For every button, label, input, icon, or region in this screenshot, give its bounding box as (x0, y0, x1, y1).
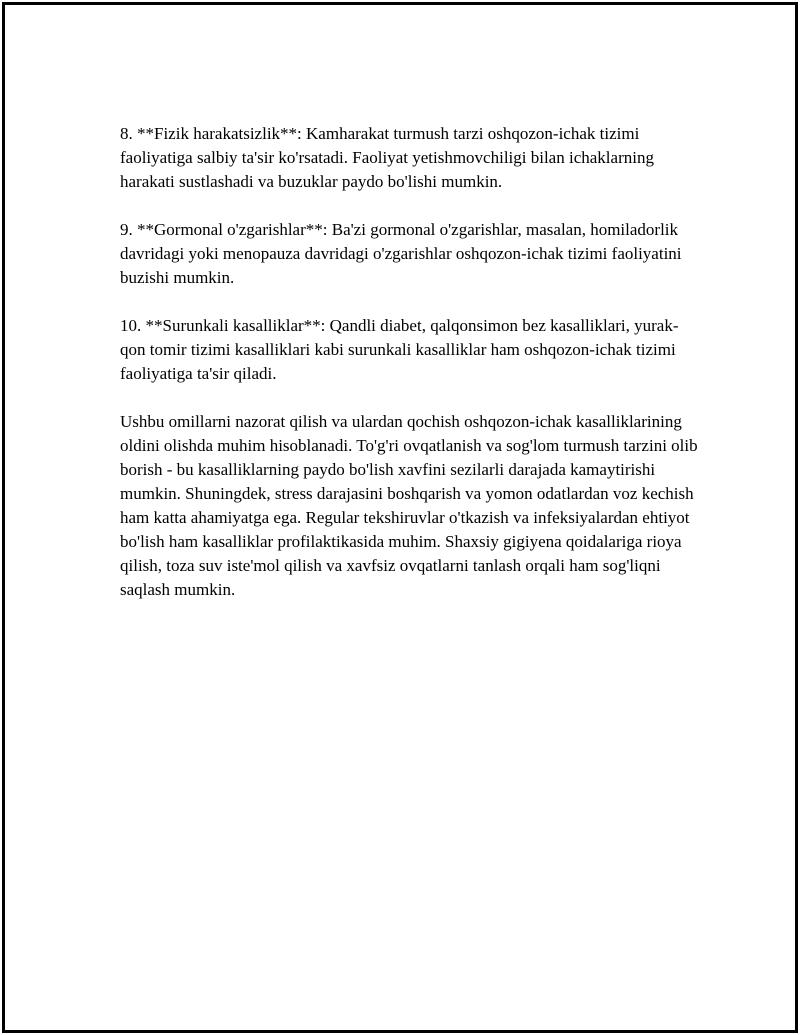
paragraph-fizik-harakatsizlik: 8. **Fizik harakatsizlik**: Kamharakat turmush tarzi oshqozon-ichak tizimi faoliyatiga salbiy ta'sir ko'rsatadi. Faoliyat yetishmovchiligi bilan ichaklarning harakati sustlashadi va buzuklar paydo bo'lishi mumkin. (120, 124, 654, 191)
document-body (120, 122, 700, 626)
paragraph-surunkali-kasalliklar: 10. **Surunkali kasalliklar**: Qandli diabet, qalqonsimon bez kasalliklari, yurak-qon tomir tizimi kasalliklari kabi surunkali kasalliklar ham oshqozon-ichak tizimi faoliyatiga ta'sir qiladi. (120, 316, 679, 383)
paragraph-gormonal-ozgarishlar: 9. **Gormonal o'zgarishlar**: Ba'zi gormonal o'zgarishlar, masalan, homiladorlik davridagi yoki menopauza davridagi o'zgarishlar oshqozon-ichak tizimi faoliyatini buzishi mumkin. (120, 220, 682, 287)
paragraph-summary: Ushbu omillarni nazorat qilish va ulardan qochish oshqozon-ichak kasalliklarining oldini olishda muhim hisoblanadi. To'g'ri ovqatlanish va sog'lom turmush tarzini olib borish - bu kasalliklarning paydo bo'lish xavfini sezilarli darajada kamaytirishi mumkin. Shuningdek, stress darajasini boshqarish va yomon odatlardan voz kechish ham katta ahamiyatga ega. Regular tekshiruvlar o'tkazish va infeksiyalardan ehtiyot bo'lish ham kasalliklar profilaktikasida muhim. Shaxsiy gigiyena qoidalariga rioya qilish, toza suv iste'mol qilish va xavfsiz ovqatlarni tanlash orqali ham sog'liqni saqlash mumkin. (120, 412, 698, 599)
page-frame (2, 2, 798, 1033)
